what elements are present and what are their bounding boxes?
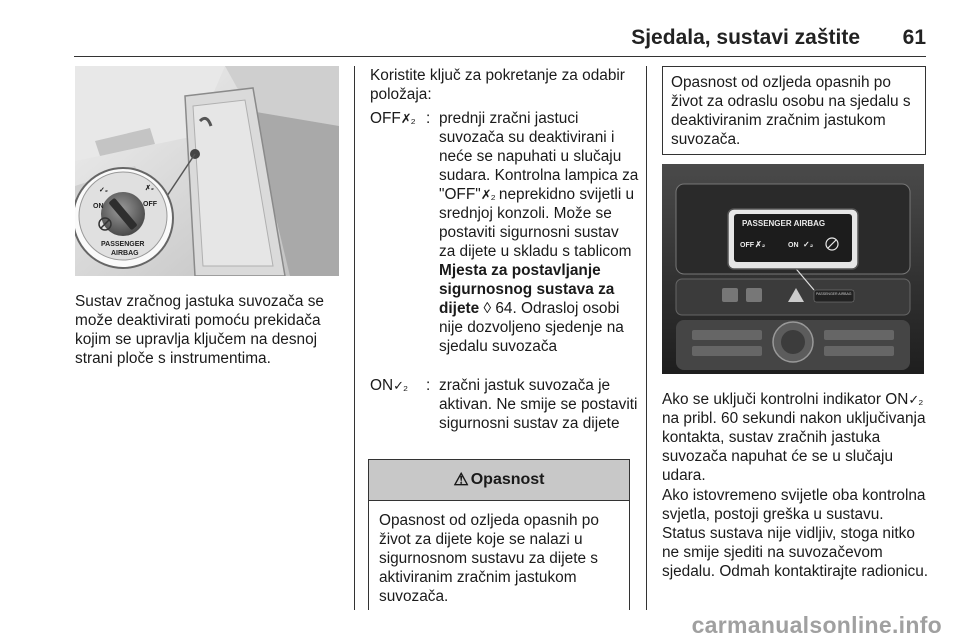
danger-warning-title: Opasnost [470, 471, 545, 488]
running-header-title: Sjedala, sustavi zaštite [631, 26, 860, 49]
danger-warning-body: Opasnost od ozljeda opasnih po život za dijete koje se nalazi u sigurnosnom sustavu za dijete s aktiviranim zračnim jastukom suvozača. [379, 512, 599, 605]
switch-label-passenger: PASSENGER [101, 241, 145, 248]
danger-warning-header [369, 460, 629, 501]
on-colon: : [426, 377, 431, 394]
switch-label-on: ON [93, 203, 104, 210]
console-indicator-photo [662, 164, 924, 374]
warning-triangle-icon: ⚠ [453, 470, 469, 489]
on-term: ON✓₂ [370, 377, 408, 394]
fault-paragraph: Ako istovremeno svijetle oba kontrolna svjetla, postoji greška u sustavu. Status sustava nije vidljiv, stoga nitko ne smije sjediti na suvozačevom sjedalu. Odmah kontaktirajte radionicu. [662, 487, 929, 580]
airbag-key-switch-photo [75, 66, 339, 276]
danger-warning-box [368, 459, 630, 610]
left-caption: Sustav zračnog jastuka suvozača se može deaktivirati pomoću prekidača kojim se upravlja ključem na desnoj strani ploče s instrumentima. [75, 293, 324, 367]
indicator-on-paragraph: Ako se uključi kontrolni indikator ON✓₂ na pribl. 60 sekundi nakon uključivanja kontakta, sustav zračnih jastuka suvozača napuhat će se u slučaju udara. [662, 391, 926, 484]
intro-text: Koristite ključ za pokretanje za odabir položaja: [370, 67, 625, 103]
airbag-on-icon: ✓₂ [908, 392, 923, 407]
reference-arrow-icon: ◊ [483, 300, 492, 317]
adult-danger-note: Opasnost od ozljeda opasnih po život za odraslu osobu na sjedalu s deaktiviranim zračnim jastukom suvozača. [662, 66, 926, 155]
small-panel-label: PASSENGER AIRBAG [816, 292, 852, 296]
svg-text:✓₂: ✓₂ [803, 240, 814, 249]
airbag-off-icon: ✗₂ [400, 111, 415, 126]
header-rule [74, 56, 926, 57]
child-seat-table-link[interactable]: Mjesta za postavljanje sigurnosnog sustava za dijete [439, 262, 615, 317]
page-number: 61 [902, 26, 926, 49]
column-divider-right [646, 66, 647, 610]
off-term: OFF✗₂ [370, 110, 415, 127]
panel-on-label: ON [788, 242, 799, 249]
panel-title: PASSENGER AIRBAG [742, 219, 826, 228]
switch-label-airbag: AIRBAG [111, 250, 139, 257]
switch-label-off: OFF [143, 201, 157, 208]
svg-text:✗₂: ✗₂ [755, 240, 766, 249]
off-colon: : [426, 110, 431, 127]
column-divider-left [354, 66, 355, 610]
svg-text:✗₂: ✗₂ [145, 185, 154, 192]
on-description: zračni jastuk suvozača je aktivan. Ne smije se postaviti sigurnosni sustav za dijete [439, 377, 638, 432]
airbag-off-icon: ✗₂ [480, 187, 495, 202]
off-description: prednji zračni jastuci suvozača su deaktivirani i neće se napuhati u slučaju sudara. Kontrolna lampica za "OFF"✗₂ neprekidno svijetli u srednjoj konzoli. Može se postaviti sigurnosni sustav za dijete u skladu s tablicom Mjesta za postavljanje sigurnosnog sustava za dijete ◊ 64. Odrasloj osobi nije dozvoljeno sjedenje na sjedalu suvozača [439, 110, 639, 355]
site-watermark: carmanualsonline.info [691, 612, 942, 638]
airbag-on-icon: ✓₂ [393, 378, 408, 393]
panel-off-label: OFF [740, 242, 754, 249]
svg-text:✓₂: ✓₂ [99, 187, 108, 194]
